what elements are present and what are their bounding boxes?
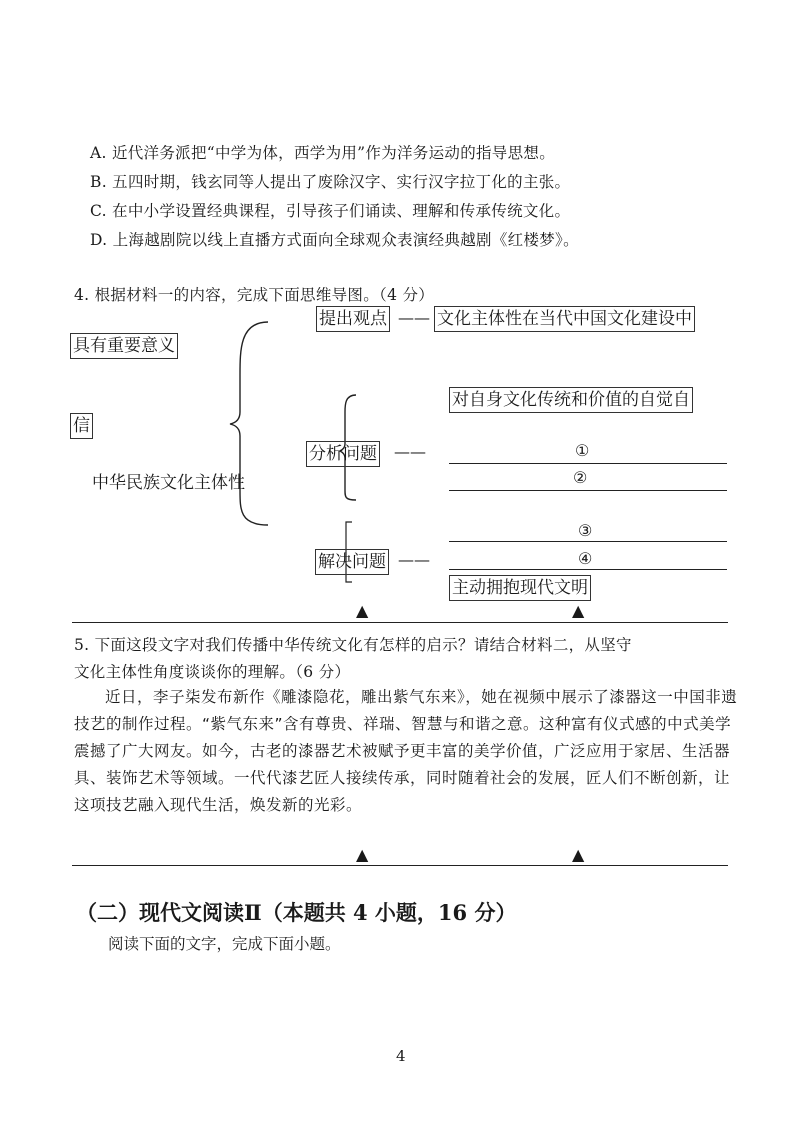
page-number: 4 [396,1047,406,1065]
answer-line-3 [449,541,727,542]
option-c: C. 在中小学设置经典课程，引导孩子们诵读、理解和传承传统文化。 [90,202,571,220]
question-5-prompt-line1: 5. 下面这段文字对我们传播中华传统文化有怎样的启示？请结合材料二，从坚守 [74,636,632,654]
answer-line-2 [449,490,727,491]
solve-text: 主动拥抱现代文明 [449,575,591,601]
connector-dash: —— [394,442,426,461]
node-analyze: 分析问题 [306,441,380,467]
analysis-text: 对自身文化传统和价值的自觉自 [449,387,693,413]
answer-mark: ▲ [572,845,585,864]
answer-mark: ▲ [572,601,585,620]
node-propose: 提出观点 [316,306,390,332]
answer-separator-line [72,865,728,866]
blank-1-label: ① [575,441,590,460]
answer-line-1 [449,463,727,464]
option-b: B. 五四时期，钱玄同等人提出了废除汉字、实行汉字拉丁化的主张。 [90,173,571,191]
blank-3-label: ③ [578,521,593,540]
propose-text: 文化主体性在当代中国文化建设中 [434,306,695,332]
question-5-prompt-line2: 文化主体性角度谈谈你的理解。（6 分） [74,663,351,681]
answer-line-4 [449,569,727,570]
answer-mark: ▲ [356,845,369,864]
answer-separator-line [72,622,728,623]
answer-mark: ▲ [356,601,369,620]
mind-map-left-line2: 信 [70,413,93,439]
option-a: A. 近代洋务派把“中学为体，西学为用”作为洋务运动的指导思想。 [90,144,555,162]
question-5-passage: 近日，李子柒发布新作《雕漆隐花，雕出紫气东来》，她在视频中展示了漆器这一中国非遗技艺的制作过程。“紫气东来”含有尊贵、祥瑞、智慧与和谐之意。这种富有仪式感的中式美学震撼了广大网友。如今，古老的漆器艺术被赋予更丰富的美学价值，广泛应用于家居、生活器具、装饰艺术等领域。一代代漆艺匠人接续传承，同时随着社会的发展，匠人们不断创新，让这项技艺融入现代生活，焕发新的光彩。 [74,688,738,814]
blank-4-label: ④ [578,549,593,568]
question-4-prompt: 4. 根据材料一的内容，完成下面思维导图。（4 分） [74,286,435,304]
connector-dash: —— [398,550,430,569]
mind-map-left-line1: 具有重要意义 [70,333,178,359]
mind-map-root: 中华民族文化主体性 [92,473,245,493]
connector-dash: —— [398,308,430,327]
node-solve: 解决问题 [315,549,389,575]
main-brace [230,322,268,525]
section-title: （二）现代文阅读Ⅱ（本题共 4 小题，16 分） [76,900,517,925]
section-instruction: 阅读下面的文字，完成下面小题。 [108,935,341,953]
blank-2-label: ② [573,468,588,487]
option-d: D. 上海越剧院以线上直播方式面向全球观众表演经典越剧《红楼梦》。 [90,231,579,249]
